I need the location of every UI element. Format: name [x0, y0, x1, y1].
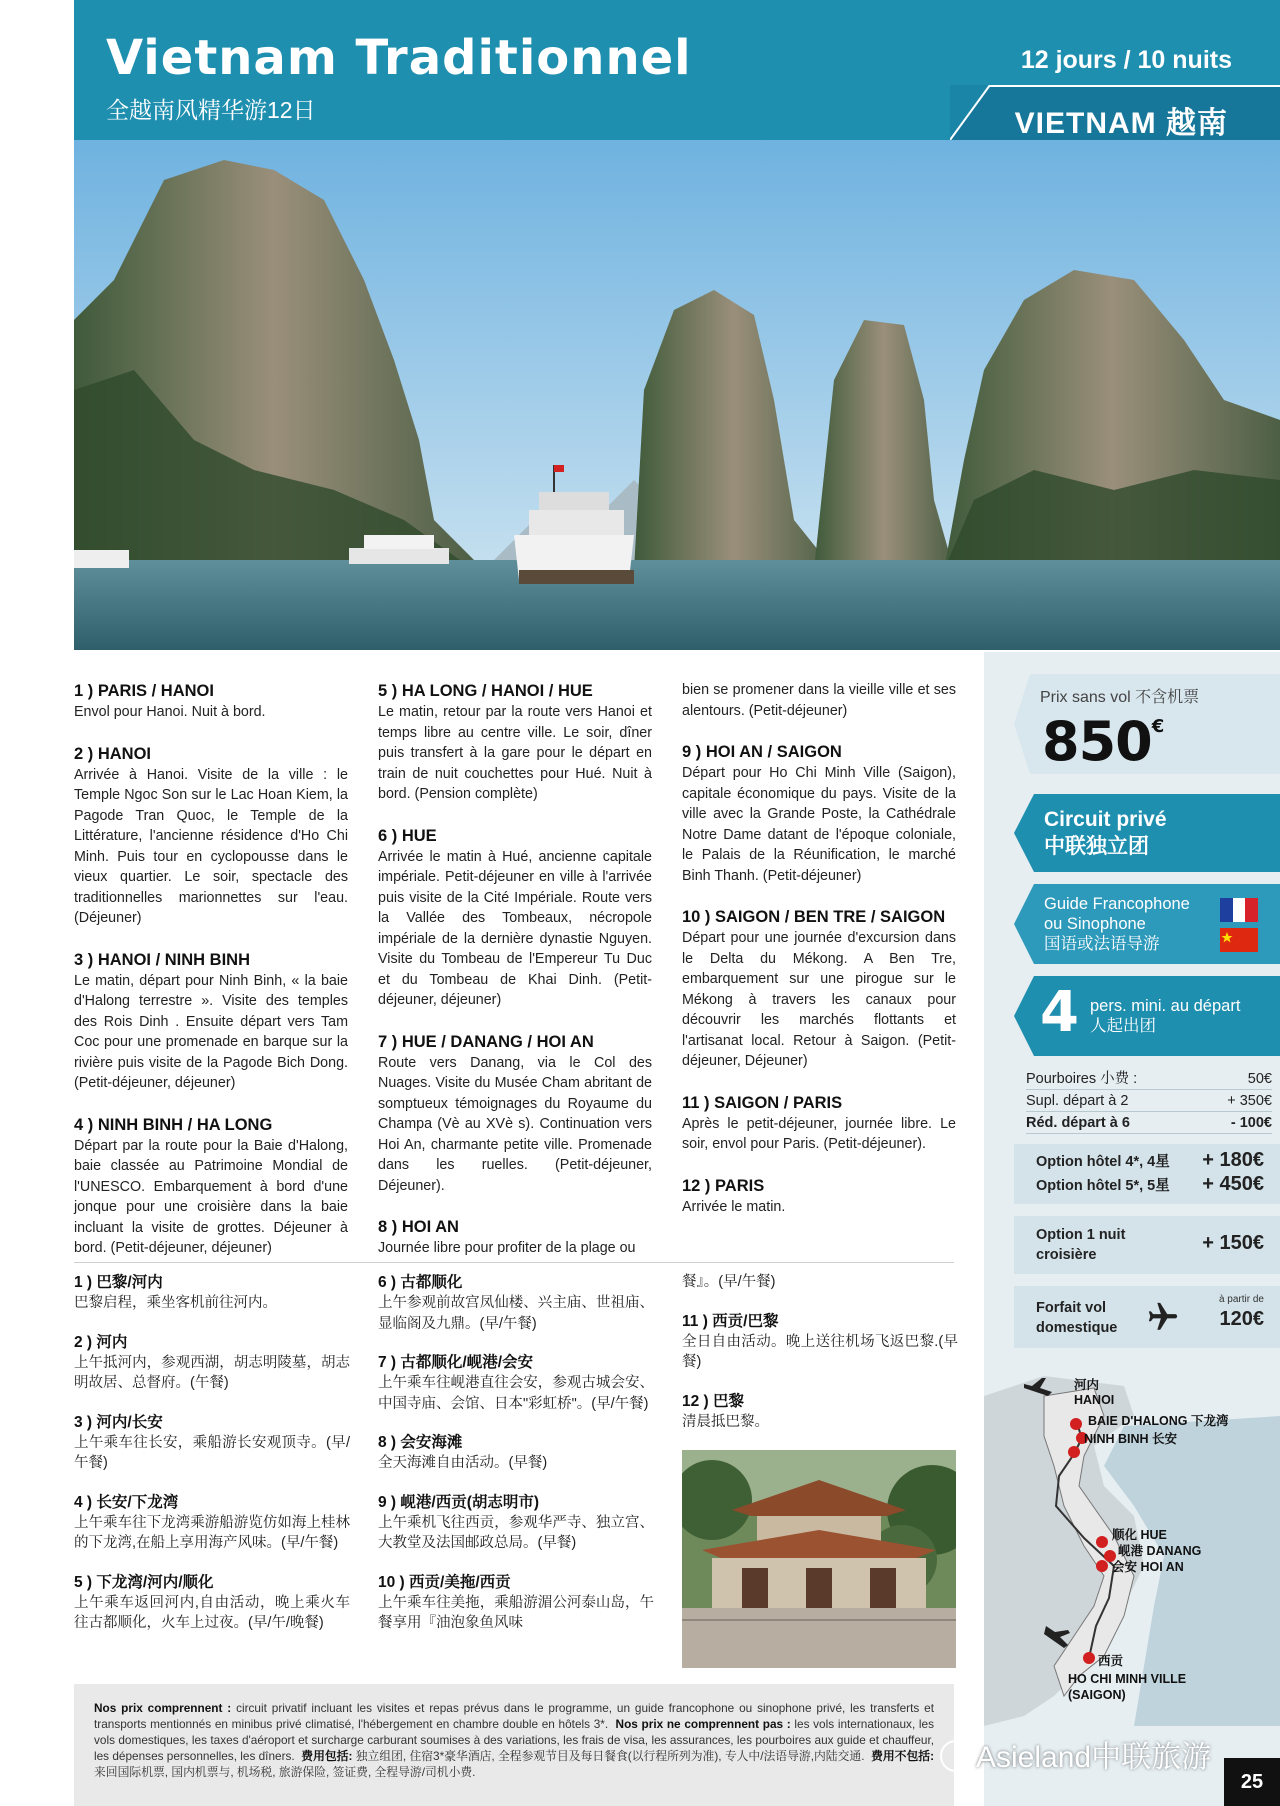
circuit-panel [1014, 794, 1280, 872]
temple-photo [682, 1450, 956, 1668]
itinerary-fr-col-1 [74, 680, 348, 1279]
day-text: Départ par la route pour la Baie d'Halong, baie classée au Patrimoine Mondial de l'UNESCO. Embarquement à bord d'une jonque pour une croisière dans la baie incluant la visite de grottes. Déjeuner à bord. (Petit-déjeuner, déjeuner) [74, 1137, 348, 1256]
map-label-hoian: 会安 HOI AN [1112, 1560, 1184, 1574]
page-number: 25 [1224, 1758, 1280, 1806]
day-title: 1 ) PARIS / HANOI [74, 682, 214, 700]
day-text-cn: 上午乘车往长安，乘船游长安观顶寺。(早/午餐) [74, 1434, 350, 1471]
country-name: VIETNAM 越南 [1014, 107, 1228, 140]
day-title-cn: 5 ) 下龙湾/河内/顺化 [74, 1573, 214, 1591]
itinerary-day [74, 949, 348, 1094]
guide-line-2: ou Sinophone [1044, 915, 1146, 933]
day-text-cn: 上午乘机飞往西贡，参观华严寺、独立宫、大教堂及法国邮政总局。(早餐) [378, 1514, 654, 1551]
guide-panel [1014, 884, 1280, 964]
itinerary-day-cn [74, 1412, 350, 1474]
day-title-cn: 7 ) 古都顺化/岘港/会安 [378, 1354, 534, 1371]
itinerary-day-cn [74, 1572, 350, 1634]
hue-marker [1096, 1536, 1108, 1548]
itinerary-day [74, 680, 348, 723]
itinerary-fr-col-3 [682, 680, 956, 1237]
itinerary-day [682, 906, 956, 1072]
day-title: 4 ) NINH BINH / HA LONG [74, 1115, 273, 1134]
trip-duration: 12 jours / 10 nuits [1020, 46, 1232, 74]
day-text: Départ pour une journée d'excursion dans le Delta du Mékong. A Ben Tre, embarquement sur une pirogue sur le Mékong à travers les canaux pour découvrir les marchés flottants et l'artisanat local. Retour à Saigon. (Petit-déjeuner, Déjeuner) [682, 930, 956, 1069]
itinerary-day [378, 1216, 652, 1259]
guide-text [1044, 894, 1190, 954]
day-title-cn: 11 ) 西贡/巴黎 [682, 1312, 779, 1330]
france-flag-icon [1220, 898, 1258, 922]
itinerary-day [378, 680, 652, 805]
itinerary-day-cn [74, 1492, 350, 1554]
page-subtitle: 全越南风精华游12日 [106, 97, 316, 123]
map-label-saigon-paren: (SAIGON) [1068, 1688, 1126, 1702]
day-title: 9 ) HOI AN / SAIGON [682, 743, 842, 761]
day-title: 5 ) HA LONG / HANOI / HUE [378, 682, 593, 700]
day-text-cn: 上午乘车往岘港直往会安，参观古城会安、中国寺庙、会馆、日本"彩虹桥"。(早/午餐) [378, 1375, 654, 1412]
itinerary-day-continued [682, 680, 956, 721]
day-text-cn: 全天海滩自由活动。(早餐) [378, 1455, 548, 1471]
guide-line-1: Guide Francophone [1044, 895, 1190, 913]
map-label-danang: 岘港 DANANG [1118, 1544, 1202, 1558]
itinerary-day-cn [378, 1352, 654, 1414]
itinerary-day-cn [378, 1432, 654, 1474]
day-title-cn: 3 ) 河内/长安 [74, 1413, 163, 1431]
day-text: Après le petit-déjeuner, journée libre. Le soir, envol pour Paris. (Petit-déjeuner). [682, 1115, 956, 1152]
extra-value: + 350€ [1227, 1093, 1272, 1109]
header-banner [74, 0, 1280, 140]
section-divider [74, 1262, 954, 1263]
day-text-cn: 餐』。(早/午餐) [682, 1274, 776, 1290]
map-label-saigon-cn: 西贡 [1098, 1654, 1124, 1668]
flight-label [1036, 1298, 1117, 1338]
itinerary-cn-col-1 [74, 1272, 350, 1652]
day-text-cn: 上午乘车往下龙湾乘游船游览仿如海上桂林的下龙湾,在船上享用海产风味。(早/午餐) [74, 1514, 350, 1551]
cruise-line-2: croisière [1036, 1247, 1097, 1263]
extra-label: Pourboires 小费 : [1026, 1071, 1138, 1087]
wechat-icon [940, 1740, 972, 1772]
day-text: bien se promener dans la vieille ville et ses alentours. (Petit-déjeuner) [682, 682, 956, 719]
hotel4-label: Option hôtel 4*, 4星 [1036, 1154, 1170, 1170]
day-title-cn: 12 ) 巴黎 [682, 1392, 745, 1410]
flight-value: 120€ [1219, 1308, 1264, 1330]
itinerary-day [74, 743, 348, 929]
day-title-cn: 9 ) 岘港/西贡(胡志明市) [378, 1493, 540, 1511]
min-pax-text [1090, 996, 1240, 1036]
day-text: Arrivée le matin. [682, 1198, 786, 1215]
price-amount: 850 [1042, 710, 1152, 773]
circuit-line-2: 中联独立团 [1044, 835, 1149, 858]
day-text: Le matin, départ pour Ninh Binh, « la baie d'Halong terrestre ». Visite des temples des Rois Dinh . Ensuite départ vers Tam Coc pour une promenade en barque sur la rivière puis visite de la Pagode Bich Dong. (Petit-déjeuner, déjeuner) [74, 972, 348, 1091]
itinerary-day-cn [74, 1332, 350, 1394]
route-map [984, 1366, 1280, 1736]
day-text: Arrivée à Hanoi. Visite de la ville : le Temple Ngoc Son sur le Lac Hoan Kiem, la Pagode Tran Quoc, le Temple de la Littérature, l'ancienne résidence d'Ho Chi Minh. Puis tour en cyclopousse dans le vieux quartier. Le soir, spectacle des traditionnelles marionnettes sur l'eau. (Déjeuner) [74, 766, 348, 926]
domestic-flight-option [1014, 1286, 1280, 1348]
excludes-text-cn: 来回国际机票, 国内机票与, 机场税, 旅游保险, 签证费, 全程导游/司机小费. [94, 1765, 476, 1779]
itinerary-day [74, 1114, 348, 1259]
watermark-text: Asieland中联旅游 [976, 1741, 1212, 1774]
cruise-label [1036, 1225, 1125, 1265]
hanoi-marker [1070, 1418, 1082, 1430]
day-text-cn: 清晨抵巴黎。 [682, 1413, 769, 1430]
hotel5-label: Option hôtel 5*, 5星 [1036, 1178, 1170, 1194]
min-pax-line-1: pers. mini. au départ [1090, 997, 1241, 1015]
small-boat-left [74, 550, 129, 568]
day-title: 6 ) HUE [378, 826, 437, 845]
flight-line-1: Forfait vol [1036, 1300, 1107, 1316]
min-pax-number: 4 [1040, 980, 1079, 1045]
day-text-cn: 全日自由活动。晚上送往机场飞返巴黎.(早餐) [682, 1333, 958, 1370]
day-title-cn: 4 ) 长安/下龙湾 [74, 1493, 179, 1511]
price-conditions [74, 1684, 954, 1806]
day-title: 2 ) HANOI [74, 744, 152, 763]
saigon-marker [1083, 1652, 1095, 1664]
includes-label: Nos prix comprennent : [94, 1701, 232, 1715]
itinerary-day-cn [378, 1492, 654, 1554]
map-label-halong: BAIE D'HALONG 下龙湾 [1088, 1414, 1229, 1428]
excludes-label: Nos prix ne comprennent pas : [615, 1717, 791, 1731]
extra-row-supplement [1026, 1090, 1272, 1112]
excludes-label-cn: 费用不包括: [871, 1749, 934, 1763]
day-text: Journée libre pour profiter de la plage ou [378, 1240, 636, 1256]
page-title: Vietnam Traditionnel [106, 30, 692, 86]
small-boat [349, 535, 449, 564]
day-text-cn: 上午乘车往美拖，乘船游湄公河泰山岛，午餐享用『油泡象鱼风味 [378, 1594, 654, 1631]
day-title-cn: 10 ) 西贡/美拖/西贡 [378, 1573, 511, 1591]
min-pax-line-2: 人起出团 [1090, 1017, 1156, 1035]
itinerary-day [682, 1092, 956, 1155]
itinerary-day [378, 825, 652, 1011]
map-label-ninhbinh: NINH BINH 长安 [1084, 1432, 1178, 1446]
hotel4-value: + 180€ [1202, 1149, 1264, 1171]
price-label: Prix sans vol 不含机票 [1040, 689, 1200, 706]
hoian-marker [1096, 1560, 1108, 1572]
includes-label-cn: 费用包括: [301, 1749, 353, 1763]
hotel-options [1014, 1144, 1280, 1204]
flight-prefix: à partir de [1218, 1294, 1264, 1305]
airplane-icon [1146, 1300, 1180, 1334]
china-flag-icon [1220, 928, 1258, 952]
day-title-cn: 8 ) 会安海滩 [378, 1434, 463, 1451]
day-text-cn: 上午参观前故宫凤仙楼、兴主庙、世祖庙、显临阁及九鼎。(早/午餐) [378, 1295, 654, 1332]
price-value [1042, 710, 1163, 773]
itinerary-day-cn [682, 1391, 958, 1433]
circuit-line-1: Circuit privé [1044, 808, 1167, 831]
includes-text-cn: 独立组团, 住宿3*豪华酒店, 全程参观节目及每日餐食(以行程所列为准), 专人中/法语导游,内陆交通. [352, 1749, 865, 1763]
day-title-cn: 2 ) 河内 [74, 1333, 128, 1351]
extras-list [1026, 1068, 1272, 1134]
includes-text: circuit privatif incluant les visites et repas prévus dans le programme, un guide francophone ou sinophone privé, les transferts et transports mentionnés en minibus privé climatisé, l'hébergement en chambre double en hôtels 3*. [94, 1701, 934, 1731]
cruise-line-1: Option 1 nuit [1036, 1227, 1126, 1243]
day-text-cn: 上午抵河内，参观西湖，胡志明陵墓，胡志明故居、总督府。(午餐) [74, 1354, 350, 1391]
guide-line-3: 国语或法语导游 [1044, 935, 1160, 953]
map-label-saigon-fr: HO CHI MINH VILLE [1068, 1672, 1187, 1686]
itinerary-day-cn [682, 1311, 958, 1373]
extra-row-reduction [1026, 1112, 1272, 1134]
itinerary-day-cn [378, 1272, 654, 1334]
itinerary-cn-col-3 [682, 1272, 958, 1450]
extra-value: - 100€ [1230, 1115, 1272, 1131]
extra-row-tips [1026, 1068, 1272, 1090]
day-text: Arrivée le matin à Hué, ancienne capitale impériale. Petit-déjeuner en ville à l'arrivée puis visite de la Cité Impériale. Route vers la Vallée des Tombeaux, nécropole impériale de la dernière dynastie Nguyen. Visite du Tombeau de l'Empereur Tu Duc et du Tombeau de Khai Dinh. (Petit-déjeuner, déjeuner) [378, 848, 652, 1008]
extra-label: Supl. départ à 2 [1026, 1093, 1129, 1109]
day-title: 10 ) SAIGON / BEN TRE / SAIGON [682, 908, 946, 926]
halong-bay-photo [74, 140, 1280, 650]
itinerary-day [378, 1031, 652, 1197]
day-title: 11 ) SAIGON / PARIS [682, 1093, 843, 1112]
extra-label: Réd. départ à 6 [1026, 1115, 1130, 1131]
day-title-cn: 1 ) 巴黎/河内 [74, 1274, 163, 1291]
day-title: 12 ) PARIS [682, 1176, 765, 1195]
watermark [940, 1732, 1211, 1776]
map-label-hue: 顺化 HUE [1112, 1528, 1167, 1542]
itinerary-day [682, 1175, 956, 1218]
circuit-text [1044, 806, 1167, 860]
map-label-hanoi: 河内 HANOI [1074, 1378, 1115, 1407]
day-text: Le matin, retour par la route vers Hanoi et temps libre au centre ville. Le soir, dîner puis transfert à la gare pour le départ en train de nuit couchettes pour Hué. Nuit à bord. (Pension complète) [378, 704, 652, 802]
cruise-option [1014, 1216, 1280, 1274]
min-pax-panel [1014, 976, 1280, 1056]
flight-line-2: domestique [1036, 1320, 1118, 1336]
price-currency: € [1151, 716, 1164, 737]
day-title: 3 ) HANOI / NINH BINH [74, 950, 251, 969]
itinerary-cn-col-2 [378, 1272, 654, 1652]
itinerary-day-cn-continued [682, 1272, 958, 1293]
day-title-cn: 6 ) 古都顺化 [378, 1274, 463, 1291]
excludes-text: les vols internationaux, les vols domestiques, les taxes d'aéroport et surcharge carburant soumises à des variations, les frais de visa, les assurances, les pourboires aux guide et chauffeur, les dépenses personnelles, les dîners. [94, 1717, 934, 1763]
day-title: 7 ) HUE / DANANG / HOI AN [378, 1032, 594, 1051]
day-title: 8 ) HOI AN [378, 1218, 459, 1236]
day-text-cn: 上午乘车返回河内,自由活动，晚上乘火车往古都顺化，火车上过夜。(早/午/晚餐) [74, 1594, 350, 1631]
day-text: Route vers Danang, via le Col des Nuages. Visite du Musée Cham abritant de somptueux témoignages du Royaume du Champa (Vè au XVè s). Continuation vers Hoi An, charmante petite ville. Promenade dans les ruelles. (Petit-déjeuner, Déjeuner). [378, 1054, 652, 1194]
ninhbinh-marker [1068, 1446, 1080, 1458]
day-text-cn: 巴黎启程，乘坐客机前往河内。 [74, 1295, 277, 1311]
cruise-value: + 150€ [1202, 1232, 1264, 1254]
itinerary-day-cn [378, 1572, 654, 1634]
day-text: Départ pour Ho Chi Minh Ville (Saigon), capitale économique du pays. Visite de la ville avec la Grande Poste, la Cathédrale Notre Dame datant de l'époque coloniale, le Palais de la Réunification, le marché Binh Thanh. (Petit-déjeuner) [682, 765, 956, 884]
itinerary-day [682, 741, 956, 886]
extra-value: 50€ [1247, 1071, 1272, 1087]
hotel5-value: + 450€ [1202, 1173, 1264, 1195]
day-text: Envol pour Hanoi. Nuit à bord. [74, 704, 266, 720]
itinerary-day-cn [74, 1272, 350, 1314]
itinerary-fr-col-2 [378, 680, 652, 1279]
